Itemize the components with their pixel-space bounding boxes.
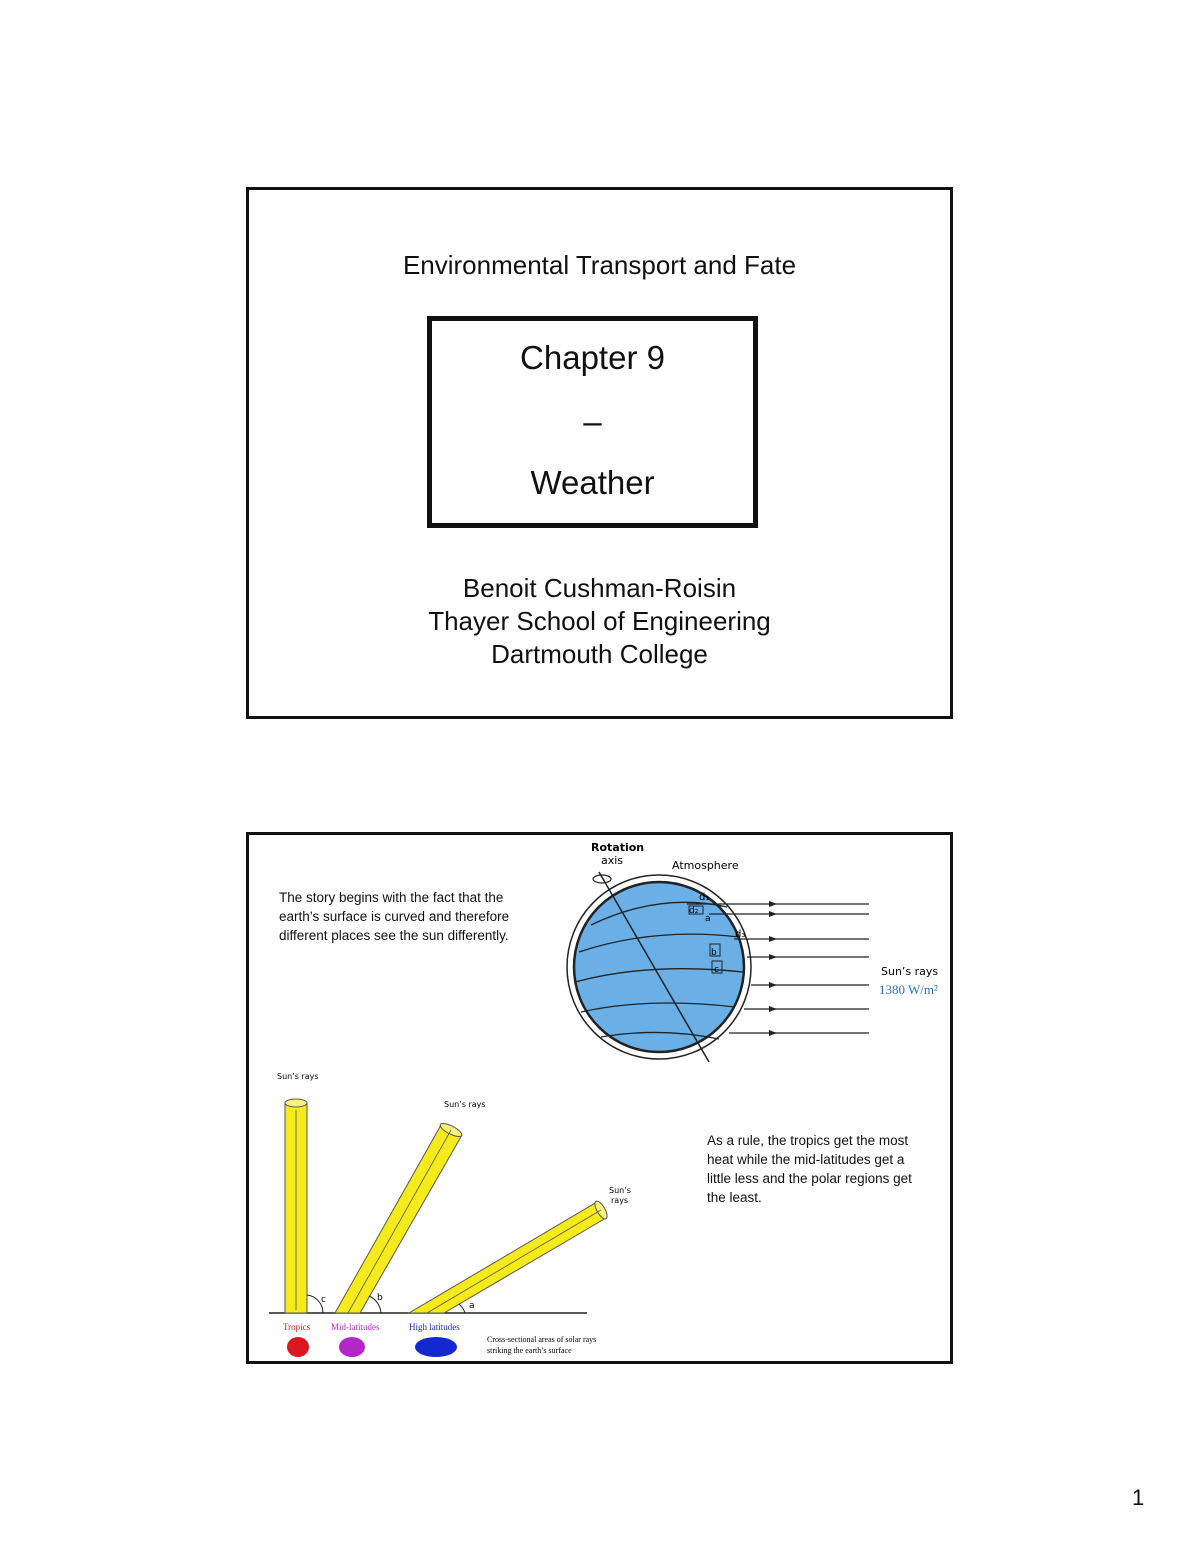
tropics-area-ellipse — [287, 1337, 309, 1357]
note-curved-earth: The story begins with the fact that the earth’s surface is curved and therefore different places see the sun differently. — [279, 890, 510, 943]
caption-line-2: striking the earth’s surface — [487, 1346, 572, 1355]
college-name: Dartmouth College — [491, 639, 708, 669]
angle-c-label: c — [321, 1295, 326, 1305]
high-latitudes-area-ellipse — [415, 1337, 457, 1357]
note-heat-distribution: As a rule, the tropics get the most heat while the mid-latitudes get a little less and the polar regions get the least. — [707, 1133, 912, 1205]
label-d2: d₂ — [689, 906, 699, 916]
globe-figure — [539, 837, 949, 1062]
high-ray-axis — [427, 1210, 601, 1313]
rotation-axis-label: Rotation — [591, 841, 645, 854]
suns-rays-label-3b: rays — [611, 1196, 629, 1205]
angle-a-label: a — [469, 1301, 475, 1311]
title-slide — [246, 187, 953, 719]
atmosphere-label: Atmosphere — [672, 859, 739, 872]
label-d3: d₃ — [735, 929, 746, 940]
tropics-label: Tropics — [283, 1322, 311, 1332]
high-latitudes-label: High latitudes — [409, 1322, 460, 1332]
content-slide — [246, 832, 953, 1364]
solar-constant-label: 1380 W/m² — [879, 982, 938, 997]
suns-rays-label-3a: Sun’s — [609, 1186, 631, 1195]
suns-rays-label-2: Sun’s rays — [444, 1100, 486, 1109]
page-number: 1 — [1132, 1485, 1145, 1510]
mid-latitudes-ray — [335, 1125, 462, 1313]
axis-label: axis — [601, 854, 624, 867]
label-b: b — [711, 948, 717, 958]
label-a: a — [705, 914, 711, 924]
label-d1: d₁ — [699, 892, 710, 903]
mid-latitudes-label: Mid-latitudes — [331, 1322, 380, 1332]
label-c: c — [714, 965, 719, 975]
angle-b-label: b — [377, 1293, 383, 1303]
chapter-box — [427, 316, 758, 528]
mid-ray-axis — [348, 1130, 451, 1313]
tropics-ray-top — [285, 1099, 307, 1107]
author-name: Benoit Cushman-Roisin — [462, 573, 737, 603]
school-name: Thayer School of Engineering — [428, 606, 771, 636]
caption-line-1: Cross-sectional areas of solar rays — [487, 1335, 597, 1344]
chapter-dash: – — [583, 403, 602, 440]
author-block — [249, 572, 950, 671]
suns-rays-label-1: Sun’s rays — [277, 1072, 319, 1081]
chapter-title: Weather — [530, 464, 655, 501]
suns-rays-label: Sun’s rays — [881, 965, 939, 978]
ray-arrow-icons — [769, 901, 777, 1036]
rays-figure — [269, 1070, 669, 1360]
mid-latitudes-area-ellipse — [339, 1337, 365, 1357]
chapter-number: Chapter 9 — [520, 339, 665, 376]
high-latitudes-ray — [409, 1202, 606, 1313]
course-title: Environmental Transport and Fate — [402, 250, 797, 280]
